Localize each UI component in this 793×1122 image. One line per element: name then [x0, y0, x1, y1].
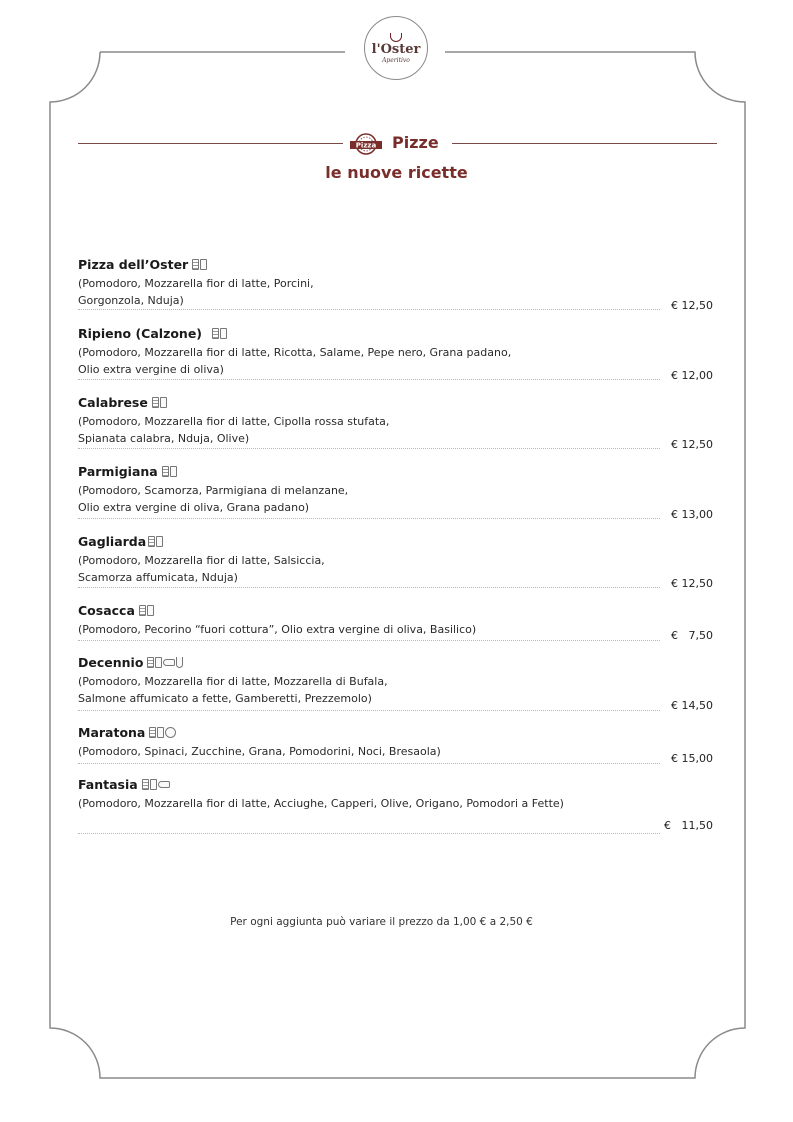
item-name: Decennio — [78, 654, 144, 670]
dotted-leader — [78, 518, 660, 519]
header-divider-right — [452, 143, 717, 144]
item-name: Parmigiana — [78, 463, 158, 479]
menu-item — [78, 654, 713, 712]
bottle-icon — [155, 657, 162, 668]
logo-text: l'Oster — [371, 41, 421, 57]
item-price: € 11,50 — [664, 819, 713, 832]
dotted-leader — [78, 710, 660, 711]
item-price: € 12,50 — [671, 299, 713, 312]
item-description: (Pomodoro, Pecorino “fuori cottura”, Olio extra vergine di oliva, Basilico) — [78, 623, 477, 636]
grain-icon — [147, 657, 154, 668]
bottle-icon — [147, 605, 154, 616]
pizza-badge-label: Pizza — [355, 141, 377, 150]
bottle-icon — [150, 779, 157, 790]
pizza-badge-icon — [348, 133, 384, 155]
item-price: € 12,50 — [671, 577, 713, 590]
fish-icon — [158, 781, 170, 788]
item-price: € 13,00 — [671, 508, 713, 521]
item-description: Spianata calabra, Nduja, Olive) — [78, 432, 250, 445]
item-price: € 14,50 — [671, 699, 713, 712]
item-name: Maratona — [78, 724, 146, 740]
item-description: Olio extra vergine di oliva) — [78, 363, 224, 376]
item-price: € 12,50 — [671, 438, 713, 451]
grain-icon — [142, 779, 149, 790]
item-name: Pizza dell’Oster — [78, 256, 189, 272]
header-divider-left — [78, 143, 343, 144]
item-description: (Pomodoro, Scamorza, Parmigiana di melanzane, — [78, 484, 349, 497]
item-description: (Pomodoro, Mozzarella fior di latte, Ricotta, Salame, Pepe nero, Grana padano, — [78, 346, 512, 359]
item-description: Olio extra vergine di oliva, Grana padano) — [78, 501, 310, 514]
grain-icon — [162, 466, 169, 477]
section-title: Pizze — [392, 133, 439, 152]
item-description: Scamorza affumicata, Nduja) — [78, 571, 238, 584]
dotted-leader — [78, 640, 660, 641]
bottle-icon — [157, 727, 164, 738]
menu-item — [78, 256, 713, 312]
menu-item — [78, 776, 713, 832]
item-price: € 7,50 — [671, 629, 713, 642]
footer-note: Per ogni aggiunta può variare il prezzo da 1,00 € a 2,50 € — [230, 916, 533, 928]
section-header — [78, 133, 717, 155]
item-description: (Pomodoro, Spinaci, Zucchine, Grana, Pomodorini, Noci, Bresaola) — [78, 745, 441, 758]
bottle-icon — [170, 466, 177, 477]
item-description: (Pomodoro, Mozzarella fior di latte, Porcini, — [78, 277, 314, 290]
item-description: (Pomodoro, Mozzarella fior di latte, Cipolla rossa stufata, — [78, 415, 390, 428]
dotted-leader — [78, 309, 660, 310]
bottle-icon — [200, 259, 207, 270]
menu-item — [78, 325, 713, 382]
dotted-leader — [78, 448, 660, 449]
item-name: Calabrese — [78, 394, 148, 410]
bottle-icon — [160, 397, 167, 408]
item-description: (Pomodoro, Mozzarella fior di latte, Acciughe, Capperi, Olive, Origano, Pomodori a Fette) — [78, 797, 564, 810]
menu-item — [78, 533, 713, 590]
item-name: Gagliarda — [78, 533, 147, 549]
item-price: € 15,00 — [671, 752, 713, 765]
grain-icon — [149, 727, 156, 738]
item-description: (Pomodoro, Mozzarella fior di latte, Mozzarella di Bufala, — [78, 675, 388, 688]
grain-icon — [148, 536, 155, 547]
menu-item — [78, 724, 713, 765]
bottle-icon — [156, 536, 163, 547]
menu-item — [78, 602, 713, 642]
dotted-leader — [78, 833, 660, 834]
grain-icon — [139, 605, 146, 616]
dotted-leader — [78, 763, 660, 764]
grain-icon — [192, 259, 199, 270]
glass-icon — [176, 657, 183, 668]
item-description: Salmone affumicato a fette, Gamberetti, Prezzemolo) — [78, 692, 372, 705]
oster-logo — [364, 16, 428, 80]
item-description: Gorgonzola, Nduja) — [78, 294, 184, 307]
dotted-leader — [78, 379, 660, 380]
item-price: € 12,00 — [671, 369, 713, 382]
item-name: Ripieno (Calzone) — [78, 325, 203, 341]
menu-item — [78, 463, 713, 521]
item-name: Fantasia — [78, 776, 138, 792]
nut-icon — [165, 727, 176, 738]
wine-glass-icon — [390, 33, 402, 42]
dotted-leader — [78, 587, 660, 588]
menu-item — [78, 394, 713, 451]
item-name: Cosacca — [78, 602, 135, 618]
grain-icon — [152, 397, 159, 408]
section-subtitle: le nuove ricette — [325, 163, 468, 182]
logo-subtext: Aperitivo — [382, 56, 410, 64]
item-description: (Pomodoro, Mozzarella fior di latte, Salsiccia, — [78, 554, 325, 567]
grain-icon — [212, 328, 219, 339]
fish-icon — [163, 659, 175, 666]
bottle-icon — [220, 328, 227, 339]
